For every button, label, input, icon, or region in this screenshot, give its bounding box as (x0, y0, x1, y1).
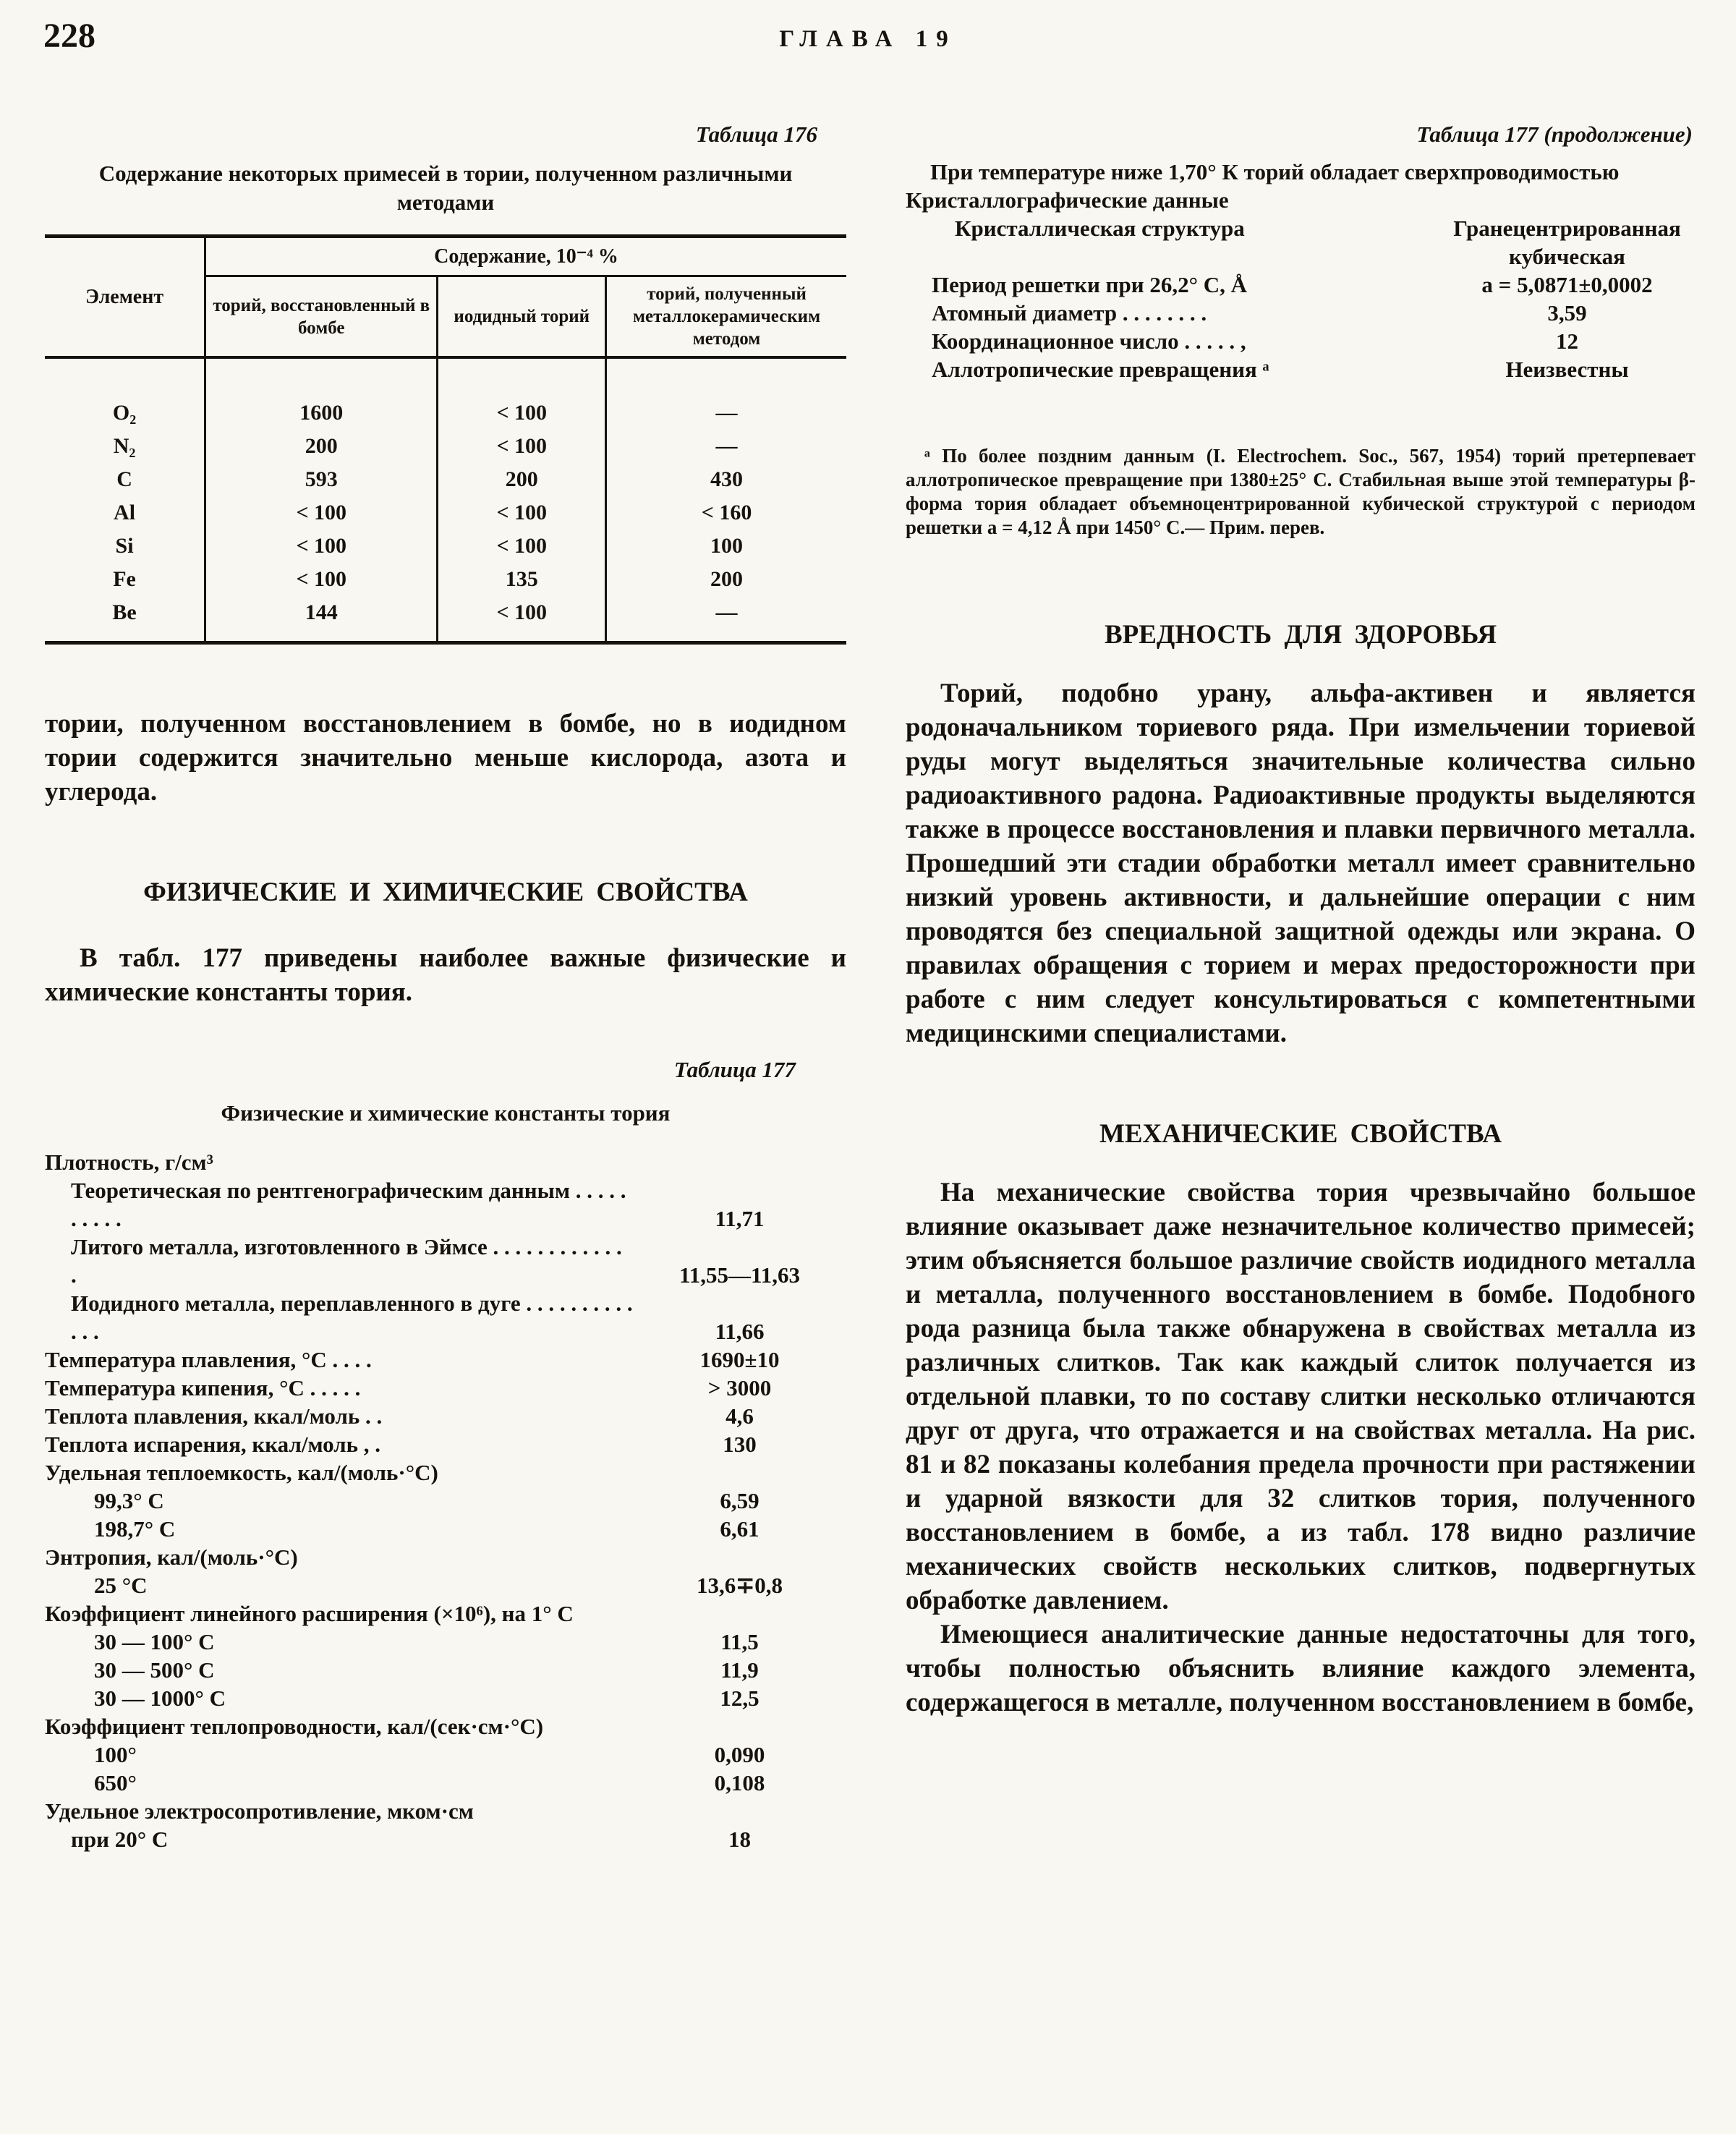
property-row (45, 1684, 846, 1712)
table-row (45, 530, 846, 563)
table-176-caption: Таблица 176 (695, 122, 817, 147)
property-label: Теплота испарения, ккал/моль , . (45, 1432, 381, 1457)
property-row (906, 299, 1695, 327)
column-header-element: Элемент (45, 237, 205, 358)
property-row (906, 186, 1695, 214)
property-row (45, 1740, 846, 1769)
paragraph-mechanical-2: Имеющиеся аналитические данные недостаточны для того, чтобы полностью объяснить влияние каждого элемента, содержащегося в металле, полученном восстановлением в бомбе, (906, 1620, 1695, 1717)
value-cell: < 100 (205, 530, 438, 563)
element-cell: Be (45, 596, 205, 643)
property-value: 0,090 (714, 1742, 765, 1767)
table-row (45, 430, 846, 463)
property-row (45, 1148, 846, 1176)
table-row (45, 463, 846, 496)
property-value: 18 (728, 1827, 751, 1852)
property-label: При температуре ниже 1,70° К торий обладает сверхпроводимостью (930, 159, 1620, 184)
section-heading-mechanical: МЕХАНИЧЕСКИЕ СВОЙСТВА (1099, 1119, 1502, 1149)
property-label: при 20° С (71, 1827, 169, 1852)
value-cell: 144 (205, 596, 438, 643)
property-value: Гранецентрированная кубическая (1453, 216, 1681, 269)
value-cell: < 100 (438, 357, 606, 430)
property-row (45, 1402, 846, 1430)
property-label: Теплота плавления, ккал/моль . . (45, 1403, 383, 1429)
property-value: 3,59 (1547, 300, 1587, 326)
element-cell: C (45, 463, 205, 496)
column-header-metalloceramic: торий, полученный металлокерамическим методом (606, 276, 846, 358)
group-header-content: Содержание, 10⁻⁴ % (205, 237, 846, 276)
value-cell: 200 (606, 563, 846, 596)
property-row (45, 1712, 846, 1740)
property-value: 11,71 (715, 1206, 765, 1231)
value-cell: 100 (606, 530, 846, 563)
property-label: Период решетки при 26,2° С, Å (932, 272, 1248, 297)
value-cell: < 100 (438, 430, 606, 463)
property-value: 11,9 (720, 1657, 759, 1683)
property-value: 0,108 (714, 1770, 765, 1795)
element-cell: Si (45, 530, 205, 563)
property-label: Кристаллическая структура (955, 216, 1245, 241)
property-value: 11,55—11,63 (678, 1262, 801, 1288)
property-value: 1690±10 (699, 1347, 780, 1372)
left-column (45, 109, 846, 1853)
value-cell: < 100 (438, 530, 606, 563)
property-label: Энтропия, кал/(моль·°С) (45, 1544, 298, 1570)
property-value: 6,61 (720, 1516, 760, 1542)
property-label: Кристаллографические данные (906, 187, 1229, 213)
property-value: a = 5,0871±0,0002 (1481, 272, 1653, 297)
column-header-iodide: иодидный торий (438, 276, 606, 358)
property-row (45, 1628, 846, 1656)
property-label: Коэффициент теплопроводности, кал/(сек·см·°С) (45, 1714, 544, 1739)
element-cell: Fe (45, 563, 205, 596)
property-row (45, 1458, 846, 1487)
property-label: 30 — 100° С (94, 1629, 215, 1654)
value-cell: — (606, 357, 846, 430)
property-row (45, 1346, 846, 1374)
impurities-table (45, 234, 846, 645)
value-cell: 200 (438, 463, 606, 496)
property-row (45, 1487, 846, 1515)
property-value: > 3000 (707, 1375, 772, 1400)
running-head: ГЛАВА 19 (779, 26, 957, 52)
property-row (45, 1176, 846, 1233)
paragraph-continuation: тории, полученном восстановлением в бомбе, но в иодидном тории содержится значительно меньше кислорода, азота и углерода. (45, 709, 846, 807)
group-header-row (45, 237, 846, 276)
table-177-continued-caption: Таблица 177 (продолжение) (1416, 122, 1693, 147)
property-label: 99,3° С (94, 1488, 164, 1513)
table-177-title: Физические и химические константы тория (221, 1100, 671, 1126)
property-row (45, 1374, 846, 1402)
property-label: Коэффициент линейного расширения (×10⁶), на 1° С (45, 1601, 574, 1626)
property-label: Температура кипения, °С . . . . . (45, 1375, 361, 1400)
property-value: Неизвестны (1505, 357, 1629, 382)
property-label: Литого металла, изготовленного в Эймсе . . . . . . . . . . . . . (71, 1234, 622, 1288)
property-label: 198,7° С (94, 1516, 176, 1542)
property-row (45, 1430, 846, 1458)
property-row (45, 1233, 846, 1289)
value-cell: — (606, 596, 846, 643)
element-cell: N₂ (45, 430, 205, 463)
property-value: 130 (723, 1432, 757, 1457)
property-label: Аллотропические превращения ᵃ (932, 357, 1269, 382)
constants-list-continued (906, 158, 1695, 383)
property-value: 11,5 (720, 1629, 759, 1654)
table-177-caption: Таблица 177 (673, 1057, 796, 1082)
paragraph-mechanical-1: На механические свойства тория чрезвычайно большое влияние оказывает даже незначительное количество примесей; этим объясняется большое различие свойств иодидного металла и металла, полученного восстановлением в бомбе. Подобного рода разница была также обнаружена в свойствах металла из различных слитков. Так как каждый слиток получается из отдельной плавки, то по составу слитки несколько отличаются друг от друга, что отражается и на свойствах металла. На рис. 81 и 82 показаны колебания предела прочности при растяжении и ударной вязкости для 32 слитков тория, полученного восстановлением в бомбе, а из табл. 178 видно различие механических свойств нескольких слитков, подвергнутых обработке давлением. (906, 1178, 1695, 1615)
value-cell: 1600 (205, 357, 438, 430)
property-label: 30 — 1000° С (94, 1685, 226, 1711)
property-value: 13,6∓0,8 (697, 1573, 783, 1598)
property-row (906, 327, 1695, 355)
property-label: Теоретическая по рентгенографическим данным . . . . . . . . . . (71, 1178, 626, 1231)
value-cell: 200 (205, 430, 438, 463)
property-row (45, 1571, 846, 1599)
property-label: 100° (94, 1742, 137, 1767)
value-cell: < 100 (438, 596, 606, 643)
property-row (45, 1289, 846, 1346)
property-row (45, 1515, 846, 1543)
property-row (45, 1543, 846, 1571)
property-row (45, 1797, 846, 1825)
table-row (45, 596, 846, 643)
property-label: Плотность, г/см³ (45, 1149, 213, 1175)
column-header-bomb-reduced: торий, восстановленный в бомбе (205, 276, 438, 358)
property-label: 25 °С (94, 1573, 148, 1598)
property-value: 12,5 (720, 1685, 760, 1711)
property-label: Атомный диаметр . . . . . . . . (932, 300, 1207, 326)
property-row (906, 355, 1695, 383)
value-cell: 135 (438, 563, 606, 596)
property-label: Удельное электросопротивление, мком·см (45, 1798, 474, 1824)
page-number: 228 (43, 17, 95, 55)
value-cell: — (606, 430, 846, 463)
value-cell: < 100 (438, 496, 606, 530)
table-row (45, 563, 846, 596)
property-value: 4,6 (726, 1403, 754, 1429)
value-cell: < 100 (205, 496, 438, 530)
property-value: 6,59 (720, 1488, 760, 1513)
property-row (45, 1769, 846, 1797)
property-row (45, 1656, 846, 1684)
value-cell: < 100 (205, 563, 438, 596)
paragraph-intro-table177: В табл. 177 приведены наиболее важные физические и химические константы тория. (45, 943, 846, 1007)
property-label: 650° (94, 1770, 137, 1795)
property-row (906, 214, 1695, 271)
value-cell: < 160 (606, 496, 846, 530)
paragraph-health: Торий, подобно урану, альфа-активен и является родоначальником ториевого ряда. При измельчении ториевой руды могут выделяться значительные количества сильно радиоактивного радона. Радиоактивные продукты выделяются также в процессе восстановления и плавки первичного металла. Прошедший эти стадии обработки металл имеет сравнительно низкий уровень активности, и дальнейшие операции с ним проводятся без специальной защитной одежды или экрана. О правилах обращения с торием и мерах предосторожности при работе с ним следует консультироваться с компетентными медицинскими специалистами. (906, 679, 1695, 1048)
property-label: Температура плавления, °С . . . . (45, 1347, 372, 1372)
table-footnote: ᵃ По более поздним данным (I. Electrochem. Soc., 567, 1954) торий претерпевает аллотропическое превращение при 1380±25° С. Стабильная выше этой температуры β-форма тория обладает объемноцентрированной кубической структурой с периодом решетки a = 4,12 Å при 1450° С.— Прим. перев. (906, 445, 1695, 538)
value-cell: 593 (205, 463, 438, 496)
element-cell: Al (45, 496, 205, 530)
property-row (906, 158, 1695, 186)
property-row (45, 1825, 846, 1853)
table-row (45, 496, 846, 530)
property-value: 11,66 (715, 1319, 765, 1344)
constants-list (45, 1148, 846, 1853)
property-label: Иодидного металла, переплавленного в дуге . . . . . . . . . . . . . (71, 1291, 633, 1344)
section-heading-health: ВРЕДНОСТЬ ДЛЯ ЗДОРОВЬЯ (1104, 620, 1497, 650)
value-cell: 430 (606, 463, 846, 496)
property-label: Координационное число . . . . . , (932, 328, 1246, 354)
property-row (45, 1599, 846, 1628)
table-row (45, 357, 846, 430)
table-176-title: Содержание некоторых примесей в тории, полученном различными методами (98, 161, 793, 215)
property-label: Удельная теплоемкость, кал/(моль·°С) (45, 1460, 438, 1485)
property-label: 30 — 500° С (94, 1657, 215, 1683)
element-cell: O₂ (45, 357, 205, 430)
property-value: 12 (1556, 328, 1578, 354)
right-column (906, 109, 1695, 1719)
property-row (906, 271, 1695, 299)
section-heading-physical-chemical: ФИЗИЧЕСКИЕ И ХИМИЧЕСКИЕ СВОЙСТВА (143, 877, 748, 907)
